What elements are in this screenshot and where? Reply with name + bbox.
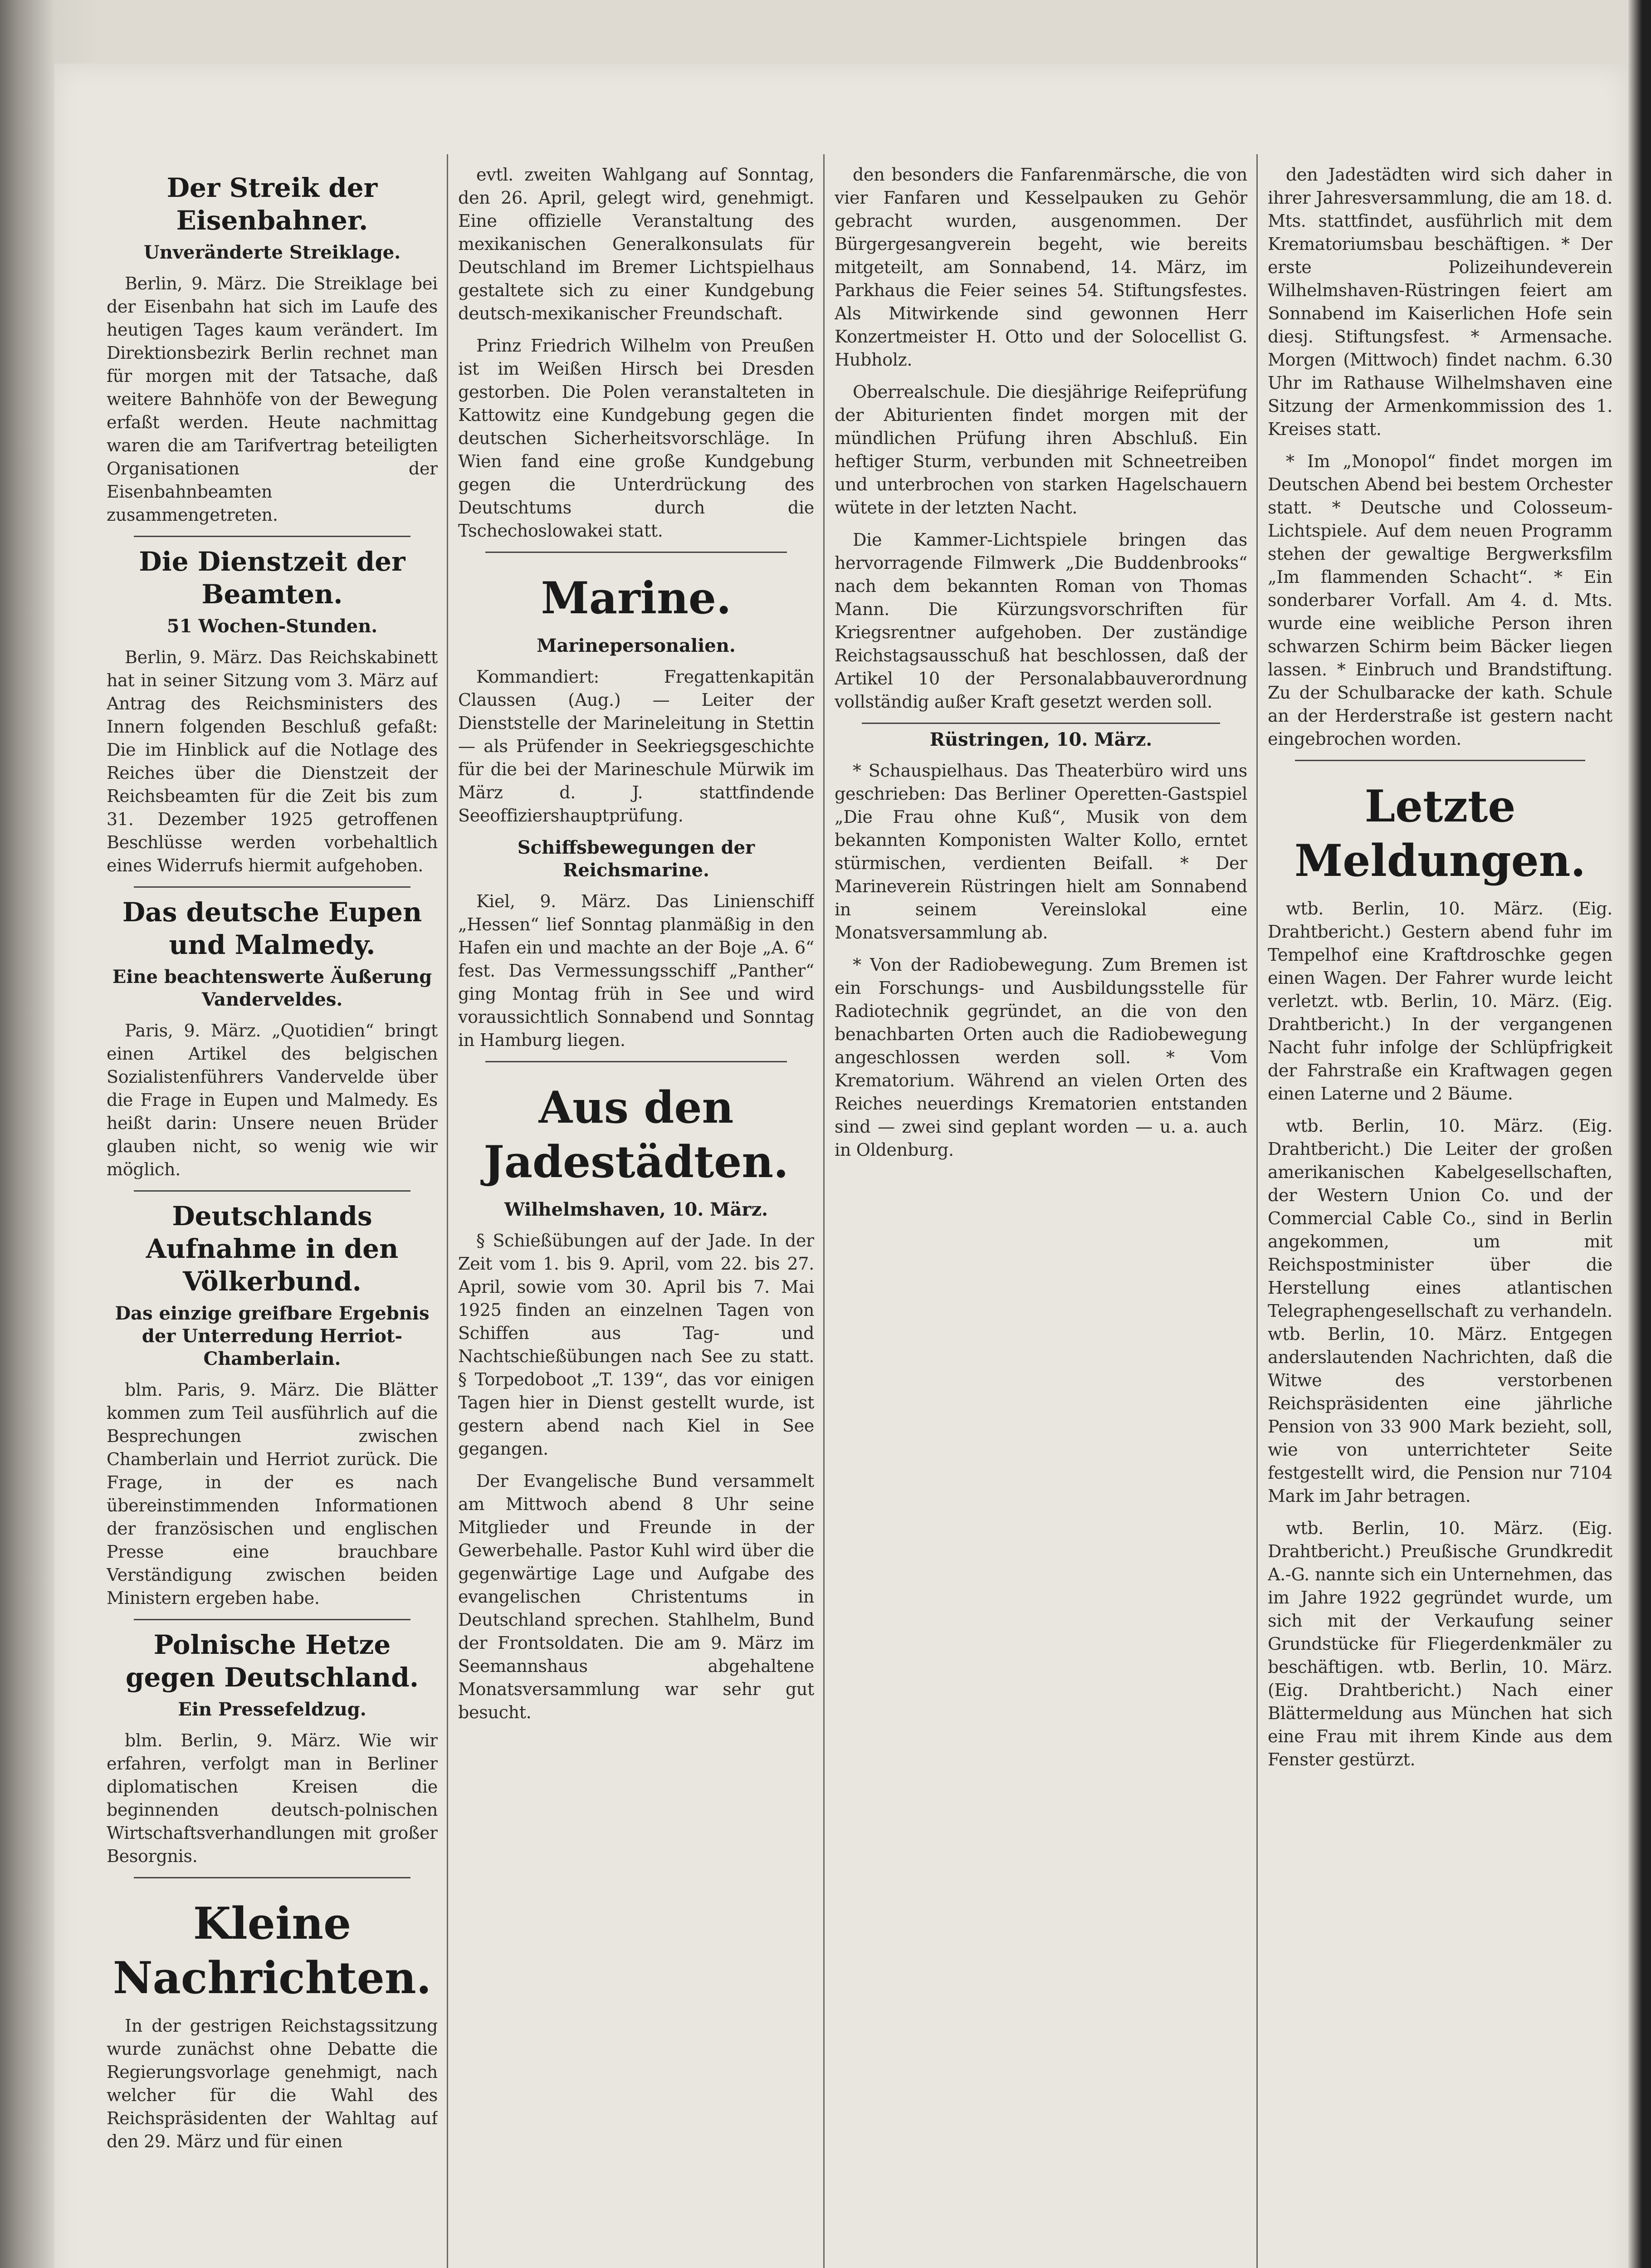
article-body: Paris, 9. März. „Quotidien“ bringt einen Artikel des belgischen Sozialistenführers Vandervelde über die Frage in Eupen und Malmedy. Es heißt darin: Unsere neuen Brüder glauben nicht, so wenig wie wir möglich.: [107, 1021, 438, 1179]
column-divider: [1256, 154, 1258, 2268]
section-rule: [485, 1061, 787, 1062]
binding-shadow: [1628, 0, 1651, 2268]
headline: Der Streik der Eisenbahner.: [166, 172, 378, 236]
section-rule: [485, 552, 787, 553]
article-body: wtb. Berlin, 10. März. (Eig. Drahtbericht.) Gestern abend fuhr im Tempelhof eine Kraftdroschke gegen einen Wagen. Der Fahrer wurde leicht verletzt. wtb. Berlin, 10. März. (Eig. Drahtbericht.) In der vergangenen Nacht fuhr infolge der Schlüpfrigkeit der Fahrstraße ein Kraftwagen gegen einen Laterne und 2 Bäume.: [1268, 899, 1612, 1104]
article-body: Kiel, 9. März. Das Linienschiff „Hessen“ lief Sonntag planmäßig in den Hafen ein und machte an der Boje „A. 6“ fest. Das Vermessungsschiff „Panther“ ging Montag früh in See und wird voraussichtlich Sonnabend und Sonntag in Hamburg liegen.: [458, 891, 814, 1050]
column-1: [107, 163, 438, 2268]
article-voelkerbund: [107, 1200, 438, 1610]
section-rule: [134, 1877, 410, 1878]
article-body: den Jadestädten wird sich daher in ihrer Jahresversammlung, die am 18. d. Mts. stattfindet, ausführlich mit dem Krematoriumsbau beschäftigen. * Der erste Polizeihundeverein Wilhelmshaven-Rüstringen feiert am Sonnabend im Kaiserlichen Hofe sein diesj. Stiftungsfest. * Armensache. Morgen (Mittwoch) findet nachm. 6.30 Uhr im Rathause Wilhelmshaven eine Sitzung der Armenkommission des 1. Kreises statt.: [1268, 165, 1612, 439]
article-body: wtb. Berlin, 10. März. (Eig. Drahtbericht.) Die Leiter der großen amerikanischen Kabelgesellschaften, der Western Union Co. und der Commercial Cable Co., sind in Berlin angekommen, um mit Reichspostminister über die Herstellung eines atlantischen Telegraphengesellschaft zu verhandeln. wtb. Berlin, 10. März. Entgegen anderslautenden Nachrichten, daß die Witwe des verstorbenen Reichspräsidenten eine jährliche Pension von 33 900 Mark bezieht, soll, wie von unterrichteter Seite festgestellt wird, die Pension nur 7104 Mark im Jahr betragen.: [1268, 1116, 1612, 1506]
column-divider: [447, 154, 448, 2268]
article-ruestringen: [835, 728, 1247, 944]
article-polnische-hetze: [107, 1628, 438, 1868]
column-3: [835, 163, 1247, 2268]
subhead: Schiffsbewegungen der Reichsmarine.: [517, 837, 755, 881]
headline: Das deutsche Eupen und Malmedy.: [122, 897, 422, 960]
column-2: [458, 163, 814, 2268]
headline: Marine.: [541, 572, 732, 624]
article-body: § Schießübungen auf der Jade. In der Zeit vom 1. bis 9. April, vom 22. bis 27. April, sowie vom 30. April bis 7. Mai 1925 finden an einzelnen Tagen von Schiffen aus Tag- und Nachtschießübungen nach See zu statt. § Torpedoboot „T. 139“, das vor einigen Tagen hier in Dienst gestellt wurde, ist gestern abend nach Kiel in See gegangen.: [458, 1231, 814, 1459]
article-body: Prinz Friedrich Wilhelm von Preußen ist im Weißen Hirsch bei Dresden gestorben. Die Polen veranstalteten in Kattowitz eine Kundgebung gegen die deutschen Sicherheitsvorschläge. In Wien fand eine große Kundgebung gegen die Unterdrückung des Deutschtums durch die Tschechoslowakei statt.: [458, 336, 814, 541]
article-body: Der Evangelische Bund versammelt am Mittwoch abend 8 Uhr seine Mitglieder und Freunde in der Gewerbehalle. Pastor Kuhl wird über die gegenwärtige Lage und Aufgabe des evangelischen Christentums in Deutschland sprechen. Stahlhelm, Bund der Frontsoldaten. Die am 9. März im Seemannshaus abgehaltene Monatsversammlung war sehr gut besucht.: [458, 1471, 814, 1722]
headline: Polnische Hetze gegen Deutschland.: [125, 1629, 419, 1693]
article-body: evtl. zweiten Wahlgang auf Sonntag, den 26. April, gelegt wird, genehmigt. Eine offizielle Veranstaltung des mexikanischen Generalkonsulats für Deutschland im Bremer Lichtspielhaus gestaltete sich zu einer Kundgebung deutsch-mexikanischer Freundschaft.: [458, 165, 814, 323]
article-body: In der gestrigen Reichstagssitzung wurde zunächst ohne Debatte die Regierungsvorlage genehmigt, nach welcher für die Wahl des Reichspräsidenten der Wahltag auf den 29. März und für einen: [107, 2016, 438, 2151]
article-body: Berlin, 9. März. Die Streiklage bei der Eisenbahn hat sich im Laufe des heutigen Tages kaum verändert. Im Direktionsbezirk Berlin rechnet man für morgen mit der Tatsache, daß weitere Bahnhöfe von der Bewegung erfaßt werden. Heute nachmittag waren die am Tarifvertrag beteiligten Organisationen der Eisenbahnbeamten zusammengetreten.: [107, 274, 438, 525]
article-body: den besonders die Fanfarenmärsche, die von vier Fanfaren und Kesselpauken zu Gehör gebracht wurden, ausgenommen. Der Bürgergesangverein begeht, wie bereits mitgeteilt, am Sonnabend, 14. März, im Parkhaus die Feier seines 54. Stiftungsfestes. Als Mitwirkende sind gewonnen Herr Konzertmeister H. Otto und der Solocellist G. Hubholz.: [835, 165, 1247, 370]
subhead: Eine beachtenswerte Äußerung Vanderveldes.: [112, 966, 432, 1010]
article-body: Berlin, 9. März. Das Reichskabinett hat in seiner Sitzung vom 3. März auf Antrag des Reichsministers des Innern folgenden Beschluß gefaßt: Die im Hinblick auf die Notlage des Reiches über die Dienstzeit der Reichsbeamten für die Zeit bis zum 31. Dezember 1925 getroffenen Beschlüsse werden vorbehaltlich eines Widerrufs hiermit aufgehoben.: [107, 647, 438, 875]
column-divider: [823, 154, 825, 2268]
section-rule: [134, 1190, 410, 1192]
subhead: 51 Wochen-Stunden.: [166, 616, 378, 637]
article-kleine-nachrichten: [107, 1897, 438, 2153]
article-body: blm. Berlin, 9. März. Wie wir erfahren, verfolgt man in Berliner diplomatischen Kreisen die beginnenden deutsch-polnischen Wirtschaftsverhandlungen mit großer Besorgnis.: [107, 1730, 438, 1866]
subhead: Unveränderte Streiklage.: [143, 242, 401, 263]
headline: Letzte Meldungen.: [1294, 781, 1586, 886]
subhead: Wilhelmshaven, 10. März.: [504, 1199, 768, 1220]
article-dienstzeit: [107, 545, 438, 877]
headline: Aus den Jadestädten.: [484, 1082, 789, 1188]
headline: Deutschlands Aufnahme in den Völkerbund.: [146, 1201, 399, 1297]
section-rule: [862, 723, 1220, 724]
article-body: wtb. Berlin, 10. März. (Eig. Drahtbericht.) Preußische Grundkredit A.-G. nannte sich ein Unternehmen, das im Jahre 1922 gegründet wurde, um sich mit der Verkaufung seiner Grundstücke für Fliegerdenkmäler zu beschäftigen. wtb. Berlin, 10. März. (Eig. Drahtbericht.) Nach einer Blättermeldung aus München hat sich eine Frau mit ihrem Kinde aus dem Fenster gestürzt.: [1268, 1518, 1612, 1769]
article-body: * Von der Radiobewegung. Zum Bremen ist ein Forschungs- und Ausbildungsstelle für Radiotechnik gegründet, an die von den benachbarten Orten auch die Radiobewegung angeschlossen werden soll. * Vom Krematorium. Während an vielen Orten des Reiches neuerdings Krematorien entstanden sind — zwei sind geplant worden — u. a. auch in Oldenburg.: [835, 955, 1247, 1160]
article-marine: [458, 571, 814, 827]
article-body: Oberrealschule. Die diesjährige Reifeprüfung der Abiturienten findet morgen mit der mündlichen Prüfung ihren Abschluß. Ein heftiger Sturm, verbunden mit Schneetreiben und unterbrochen von starken Hagelschauern wütete in der letzten Nacht.: [835, 382, 1247, 518]
subhead: Marinepersonalien.: [537, 635, 736, 656]
article-body: Die Kammer-Lichtspiele bringen das hervorragende Filmwerk „Die Buddenbrooks“ nach dem bekannten Roman von Thomas Mann. Die Kürzungsvorschriften für Kriegsrentner aufgehoben. Der zuständige Reichstagsausschuß hat beschlossen, daß der Artikel 10 der Personalabbauverordnung vollständig außer Kraft gesetzt werden soll.: [835, 530, 1247, 712]
article-body: Kommandiert: Fregattenkapitän Claussen (Aug.) — Leiter der Dienststelle der Marineleitung in Stettin — als Prüfender in Seekriegsgeschichte für die bei der Marineschule Mürwik im März d. J. stattfindende Seeoffiziershauptprüfung.: [458, 667, 814, 826]
column-4: [1268, 163, 1612, 2268]
article-schiffsbewegungen: [458, 836, 814, 1052]
section-rule: [134, 536, 410, 537]
article-eupen: [107, 896, 438, 1181]
section-rule: [1295, 760, 1585, 761]
article-letzte-meldungen: [1268, 779, 1612, 1105]
headline: Die Dienstzeit der Beamten.: [139, 546, 405, 610]
article-body: * Schauspielhaus. Das Theaterbüro wird uns geschrieben: Das Berliner Operetten-Gastspiel „Die Frau ohne Kuß“, Musik von dem bekannten Komponisten Walter Kollo, erntet stürmischen, verdienten Beifall. * Der Marineverein Rüstringen hielt am Sonnabend in seinem Vereinslokal eine Monatsversammlung ab.: [835, 761, 1247, 943]
subhead: Ein Pressefeldzug.: [178, 1699, 366, 1720]
section-rule: [134, 886, 410, 888]
article-body: * Im „Monopol“ findet morgen im Deutschen Abend bei bestem Orchester statt. * Deutsche und Colosseum-Lichtspiele. Auf dem neuen Programm stehen der gewaltige Bergwerksfilm „Im flammenden Schacht“. * Ein sonderbarer Vorfall. Am 4. d. Mts. wurde eine weibliche Person ihren schwarzen Schirm beim Bäcker liegen lassen. * Einbruch und Brandstiftung. Zu der Schulbaracke der kath. Schule an der Herderstraße ist gestern nacht eingebrochen worden.: [1268, 451, 1612, 749]
dateline: Rüstringen, 10. März.: [929, 729, 1153, 750]
article-streik: [107, 171, 438, 527]
section-rule: [134, 1619, 410, 1620]
article-body: blm. Paris, 9. März. Die Blätter kommen zum Teil ausführlich auf die Besprechungen zwischen Chamberlain und Herriot zurück. Die Frage, in der es nach übereinstimmenden Informationen der französischen und englischen Presse eine brauchbare Verständigung zwischen beiden Ministern ergeben habe.: [107, 1380, 438, 1608]
subhead: Das einzige greifbare Ergebnis der Unterredung Herriot-Chamberlain.: [115, 1303, 430, 1369]
headline: Kleine Nachrichten.: [112, 1898, 432, 2004]
article-jadestaedte: [458, 1080, 814, 1461]
